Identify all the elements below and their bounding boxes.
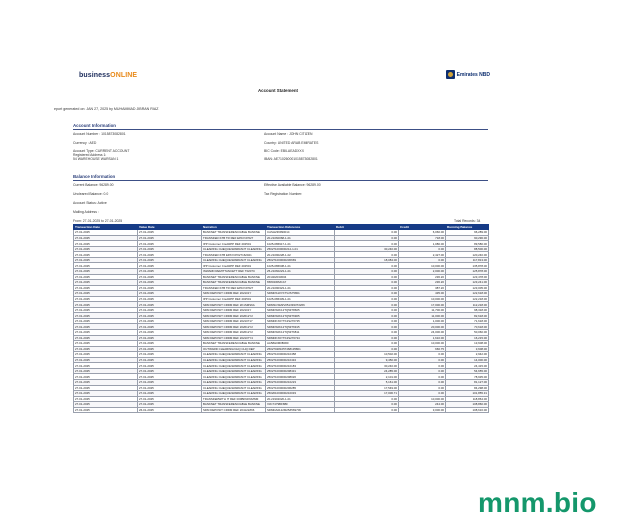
statement-period: From: 27-01-2025 to 27-01-2025 (73, 219, 123, 223)
cell-transaction-reference: 250271000000230669 (266, 257, 335, 263)
cell-transaction-reference: 1025-086638-1-01 (266, 263, 335, 269)
account-name: Account Name : JOHN CITIZEN (264, 132, 313, 136)
cell-credit: 20,000.00 (399, 324, 446, 330)
cell-value-date: 27-01-2025 (138, 274, 202, 280)
cell-narration: TRANSFER-STB TR REF EPAYCP027 (202, 235, 266, 241)
cell-debit: 0.00 (335, 330, 399, 336)
cell-debit: 0.00 (335, 263, 399, 269)
cell-transaction-reference: 25-21060223-1-01 (266, 269, 335, 275)
cell-debit: 30,240.00 (335, 363, 399, 369)
account-info-divider (73, 129, 488, 130)
cell-transaction-date: 27-01-2025 (74, 379, 138, 385)
cell-transaction-date: 27-01-2025 (74, 269, 138, 275)
cell-value-date: 27-01-2025 (138, 368, 202, 374)
cell-transaction-date: 27-01-2025 (74, 391, 138, 397)
cell-debit: 0.00 (335, 235, 399, 241)
cell-debit: 0.00 (335, 313, 399, 319)
cell-value-date: 27-01-2025 (138, 396, 202, 402)
cell-narration: BANKNET TRANSFERENCIABLE BANKNE (202, 341, 266, 347)
cell-transaction-date: 27-01-2025 (74, 296, 138, 302)
tax-registration: Tax Registration Number: (264, 192, 303, 196)
cell-running-balance: 108,860.00 (446, 402, 489, 408)
cell-transaction-reference: SDMDA0122M25Z569706 (266, 407, 335, 413)
cell-debit: 0.00 (335, 402, 399, 408)
cell-credit: 17,000.00 (399, 302, 446, 308)
cell-transaction-reference: 6584330MCA7 (266, 280, 335, 286)
account-status: Account Status: Active (73, 201, 107, 205)
cell-narration: CLEARING CHEQUE/WARRANT CLEARING (202, 363, 266, 369)
effective-balance: Effective Available Balance: 96289.00 (264, 183, 321, 187)
cell-transaction-date: 27-01-2025 (74, 396, 138, 402)
cell-credit: 1,610.00 (399, 335, 446, 341)
cell-value-date: 27-01-2025 (138, 263, 202, 269)
cell-transaction-reference: SDMDKX0YTK2S276725 (266, 318, 335, 324)
cell-credit: 236.20 (399, 274, 446, 280)
cell-value-date: 27-01-2025 (138, 241, 202, 247)
cell-credit: 718.00 (399, 235, 446, 241)
cell-transaction-reference: 250271000000208026 (266, 374, 335, 380)
cell-transaction-reference: X3C7479BF6BF (266, 402, 335, 408)
cell-credit: 11,700.00 (399, 307, 446, 313)
cell-credit: 10,000.00 (399, 341, 446, 347)
cell-value-date: 27-01-2025 (138, 402, 202, 408)
cell-debit: 30,240.00 (335, 246, 399, 252)
cell-value-date: 27-01-2025 (138, 285, 202, 291)
account-type: Account Type: CURRENT ACCOUNT (73, 149, 130, 153)
uncleared-balance: Uncleared Balance: 0.0 (73, 192, 109, 196)
cell-running-balance: 123,241.00 (446, 280, 489, 286)
cell-credit: 236.20 (399, 280, 446, 286)
cell-transaction-date: 27-01-2025 (74, 241, 138, 247)
cell-value-date: 27-01-2025 (138, 246, 202, 252)
cell-transaction-date: 27-01-2025 (74, 291, 138, 297)
cell-credit: 0.00 (399, 257, 446, 263)
cell-debit: 0.00 (335, 318, 399, 324)
cell-debit: 0.00 (335, 241, 399, 247)
cell-transaction-date: 27-01-2025 (74, 374, 138, 380)
cell-debit: 2,101.00 (335, 374, 399, 380)
cell-running-balance: 117,813.00 (446, 257, 489, 263)
cell-narration: BANKNET TRANSFERENCIABLE BANKNE (202, 274, 266, 280)
cell-narration: CLEARING CHEQUE/WARRANT CLEARING (202, 391, 266, 397)
cell-running-balance: 122,218.00 (446, 296, 489, 302)
country: Country: UNITED ARAB EMIRATES (264, 141, 319, 145)
brand-part1: business (79, 72, 111, 79)
cell-narration: TRANSFERWITH IT REF 000BKNKNMNM (202, 396, 266, 402)
cell-transaction-date: 27-01-2025 (74, 230, 138, 236)
cell-narration: BANKNET TRANSFERENCIABLE BANKNE (202, 280, 266, 286)
cell-running-balance: 101,855.31 (446, 391, 489, 397)
cell-debit: 24,285.00 (335, 368, 399, 374)
col-transaction-date: Transaction Date (74, 225, 138, 230)
cell-debit: 0.00 (335, 346, 399, 352)
statement-title: Account Statement (257, 88, 298, 93)
cell-narration: SDM DEPOSIT CRDM REF 202101Y (202, 307, 266, 313)
col-transaction-reference: Transaction Reference (266, 225, 335, 230)
cell-transaction-date: 27-01-2025 (74, 280, 138, 286)
cell-transaction-date: 27-01-2025 (74, 307, 138, 313)
cell-running-balance: 3,608.00 (446, 346, 489, 352)
cell-value-date: 27-01-2025 (138, 335, 202, 341)
cell-transaction-reference: SDMDS0K12TQ5Z76915 (266, 324, 335, 330)
cell-transaction-date: 27-01-2025 (74, 313, 138, 319)
balance-info-divider (73, 180, 488, 181)
cell-debit: 17,006.71 (335, 391, 399, 397)
cell-running-balance: 89,580.00 (446, 241, 489, 247)
cell-transaction-date: 27-01-2025 (74, 402, 138, 408)
cell-debit: 18,084.00 (335, 257, 399, 263)
cell-narration: BANKNET TRANSFERENCIABLE BANKNE (202, 230, 266, 236)
cell-transaction-reference: 250271000000212-1-01 (266, 246, 335, 252)
cell-narration: INWARD REMITTANCETT REF T0207C (202, 269, 266, 275)
cell-debit: 0.00 (335, 280, 399, 286)
balance-info-title: Balance Information (73, 174, 116, 179)
cell-value-date: 27-01-2025 (138, 230, 202, 236)
col-debit: Debit (335, 225, 399, 230)
cell-transaction-reference: 250201000000210033 (266, 391, 335, 397)
cell-debit: 0.00 (335, 274, 399, 280)
cell-value-date: 27-01-2025 (138, 269, 202, 275)
cell-credit: 6,060.00 (399, 230, 446, 236)
cell-debit: 0.00 (335, 285, 399, 291)
statement-document (54, 62, 490, 462)
cell-running-balance: 78,935.00 (446, 374, 489, 380)
cell-transaction-date: 27-01-2025 (74, 246, 138, 252)
cell-value-date: 27-01-2025 (138, 324, 202, 330)
cell-running-balance: 70,618.00 (446, 324, 489, 330)
cell-value-date: 27-01-2025 (138, 374, 202, 380)
cell-credit: 666.75 (399, 346, 446, 352)
cell-running-balance: 82,618.00 (446, 313, 489, 319)
col-value-date: Value Date (138, 225, 202, 230)
cell-value-date: 27-01-2025 (138, 379, 202, 385)
cell-value-date: 27-01-2025 (138, 352, 202, 358)
cell-transaction-reference: 20-21902020-1-01 (266, 396, 335, 402)
cell-value-date: 27-01-2025 (138, 330, 202, 336)
cell-credit: 0.00 (399, 374, 446, 380)
cell-running-balance: 81,127.00 (446, 379, 489, 385)
cell-running-balance: 120,240.00 (446, 252, 489, 258)
cell-debit: 5,161.00 (335, 379, 399, 385)
cell-credit: 1,080.00 (399, 241, 446, 247)
cell-transaction-date: 27-01-2025 (74, 368, 138, 374)
cell-credit: 0.00 (399, 368, 446, 374)
current-balance: Current Balance: 96289.00 (73, 183, 114, 187)
cell-value-date: 27-01-2025 (138, 318, 202, 324)
cell-running-balance: 125,878.00 (446, 269, 489, 275)
cell-transaction-date: 27-01-2025 (74, 352, 138, 358)
cell-transaction-date: 27-01-2025 (74, 263, 138, 269)
cell-transaction-date: 27-01-2025 (74, 235, 138, 241)
account-number: Account Number : 1015873082801 (73, 132, 126, 136)
cell-credit: 0.00 (399, 357, 446, 363)
cell-transaction-reference: 250271000000210434 (266, 357, 335, 363)
cell-running-balance: 108,616.00 (446, 407, 489, 413)
cell-transaction-reference: 201402033004 (266, 274, 335, 280)
cell-debit: 0.00 (335, 252, 399, 258)
cell-value-date: 27-01-2025 (138, 313, 202, 319)
cell-debit: 17,549.00 (335, 385, 399, 391)
cell-narration: BANKNET TRANSFERENCIABLE BANKNE (202, 402, 266, 408)
registered-address: 54 WAREHOUSE WARSAN 1 (73, 157, 119, 161)
col-running-balance: Running Balance (446, 225, 489, 230)
brand-part2: ONLINE (110, 72, 138, 79)
cell-value-date: 27-01-2025 (138, 291, 202, 297)
bank-logo-icon (446, 70, 455, 79)
cell-narration: TRANSFER-STB TR REF EPAYCP027 (202, 285, 266, 291)
cell-narration: OUTWARD CLEARING/CHQ CHQ DEP (202, 346, 266, 352)
registered-address-label: Registered Address 1: (73, 153, 107, 157)
cell-credit: 244.00 (399, 402, 446, 408)
cell-running-balance: 24,415.00 (446, 363, 489, 369)
cell-debit: 0.00 (335, 230, 399, 236)
cell-narration: SDM DEPOSIT CRDM REF 202612Y2 (202, 324, 266, 330)
cell-debit: 9,450.00 (335, 357, 399, 363)
cell-narration: SDM DEPOSIT CRDM REF 202612Y2 (202, 313, 266, 319)
cell-transaction-date: 27-01-2025 (74, 274, 138, 280)
cell-value-date: 27-01-2025 (138, 307, 202, 313)
cell-narration: SDM DEPOSIT CRDM REF 20210717 (202, 318, 266, 324)
cell-credit: 0.00 (399, 379, 446, 385)
cell-transaction-reference: SDMDS0K12TQ5Z78605 (266, 307, 335, 313)
cell-transaction-date: 27-01-2025 (74, 285, 138, 291)
cell-debit: 0.00 (335, 269, 399, 275)
cell-transaction-date: 27-01-2025 (74, 363, 138, 369)
cell-value-date: 27-01-2025 (138, 302, 202, 308)
cell-running-balance: 88,500.00 (446, 246, 489, 252)
cell-transaction-reference: 1025-086917-1-01 (266, 241, 335, 247)
cell-running-balance: 71,618.00 (446, 318, 489, 324)
cell-running-balance: 122,618.00 (446, 291, 489, 297)
cell-credit: 0.00 (399, 246, 446, 252)
cell-value-date: 27-01-2025 (138, 252, 202, 258)
report-generated-line: eport generated on: JAN 27, 2025 by MUHAMMAD JIBRAN RIAZ (54, 107, 159, 111)
cell-running-balance: 98,318.00 (446, 307, 489, 313)
cell-transaction-date: 27-01-2025 (74, 252, 138, 258)
cell-narration: SDM DEPOSIT CRDM REF 2K1SMS6A (202, 302, 266, 308)
cell-running-balance: 135,878.00 (446, 263, 489, 269)
cell-value-date: 27-01-2025 (138, 257, 202, 263)
cell-transaction-reference: SDMDS10YKTV2S75801 (266, 291, 335, 297)
cell-debit: 0.00 (335, 296, 399, 302)
cell-transaction-reference: 1025-086339-1-01 (266, 296, 335, 302)
cell-transaction-reference: SDMDKX0YTK2S276724 (266, 335, 335, 341)
cell-transaction-date: 27-01-2025 (74, 302, 138, 308)
cell-transaction-reference: CASH236990014 (266, 230, 335, 236)
cell-transaction-date: 27-01-2025 (74, 407, 138, 413)
iban: IBAN: AE710260001015873082801 (264, 157, 318, 161)
cell-value-date: 27-01-2025 (138, 280, 202, 286)
account-info-title: Account Information (73, 123, 116, 128)
cell-debit: 0.00 (335, 335, 399, 341)
cell-credit: 10,000.00 (399, 296, 446, 302)
cell-transaction-date: 27-01-2025 (74, 385, 138, 391)
bank-logo (446, 70, 490, 79)
cell-running-balance: 84,298.00 (446, 385, 489, 391)
cell-transaction-reference: 250271000000206285 (266, 385, 335, 391)
table-row (74, 407, 489, 413)
business-online-logo (79, 72, 137, 79)
cell-transaction-date: 27-01-2025 (74, 341, 138, 347)
cell-credit: 435.00 (399, 291, 446, 297)
cell-debit: 0.00 (335, 324, 399, 330)
cell-credit: 3,000.00 (399, 407, 446, 413)
cell-narration: CLEARING CHEQUE/WARRANT CLEARING (202, 385, 266, 391)
cell-narration: CLEARING CHEQUE/WARRANT CLEARING (202, 257, 266, 263)
cell-running-balance: 118,864.00 (446, 396, 489, 402)
cell-debit: 0.00 (335, 307, 399, 313)
cell-transaction-date: 27-01-2025 (74, 324, 138, 330)
cell-narration: SDM DEPOSIT CRDM REF 204122Z66 (202, 407, 266, 413)
cell-transaction-reference: AA58H0M0B060 (266, 341, 335, 347)
cell-narration: IPP Customer CreditIPP REF 202501 (202, 241, 266, 247)
currency: Currency : AED (73, 141, 97, 145)
cell-debit: 0.00 (335, 302, 399, 308)
cell-value-date: 26-01-2025 (138, 407, 202, 413)
cell-credit: 2,427.00 (399, 252, 446, 258)
cell-debit: 10,502.00 (335, 352, 399, 358)
cell-transaction-reference: SDMDS0K12TQ5Z76811 (266, 330, 335, 336)
cell-running-balance: 2,942.00 (446, 352, 489, 358)
transactions-table (73, 224, 489, 413)
cell-transaction-reference: 20-21090323-1-01 (266, 285, 335, 291)
cell-running-balance: 16,215.00 (446, 335, 489, 341)
cell-narration: CLEARING CHEQUE/WARRANT CLEARING (202, 352, 266, 358)
cell-debit: 0.00 (335, 341, 399, 347)
cell-transaction-reference: 250271000000208431 (266, 368, 335, 374)
bic-code: BIC Code: EBILAEADXXX (264, 149, 304, 153)
cell-credit: 1,000.00 (399, 318, 446, 324)
cell-running-balance: 123,478.00 (446, 274, 489, 280)
cell-transaction-reference: 20-21060068-1-01 (266, 235, 335, 241)
cell-running-balance: 13,608.00 (446, 341, 489, 347)
cell-narration: CLEARING CHEQUE/WARRANT CLEARING (202, 246, 266, 252)
cell-credit: 0.00 (399, 352, 446, 358)
cell-running-balance: 14,000.00 (446, 357, 489, 363)
mailing-address: Mailing Address : (73, 210, 99, 214)
cell-running-balance: 123,005.00 (446, 285, 489, 291)
cell-narration: TRANSFER-STB EPAYCP027162021 (202, 252, 266, 258)
cell-narration: IPP Customer CreditIPP REF 202501 (202, 296, 266, 302)
cell-running-balance: 50,060.00 (446, 330, 489, 336)
cell-narration: CLEARING CHEQUE/WARRANT CLEARING (202, 357, 266, 363)
cell-debit: 0.00 (335, 407, 399, 413)
cell-transaction-reference: 250271000000210458 (266, 352, 335, 358)
cell-transaction-date: 27-01-2025 (74, 335, 138, 341)
cell-value-date: 27-01-2025 (138, 296, 202, 302)
bank-name: Emirates NBD (456, 71, 490, 78)
cell-credit: 10,000.00 (399, 263, 446, 269)
cell-transaction-reference: 250271000000210183 (266, 363, 335, 369)
cell-transaction-date: 27-01-2025 (74, 318, 138, 324)
col-narration: Narration (202, 225, 266, 230)
cell-debit: 0.00 (335, 291, 399, 297)
cell-transaction-date: 27-01-2025 (74, 346, 138, 352)
cell-credit: 0.00 (399, 363, 446, 369)
site-watermark: mnm.bio (478, 487, 597, 518)
cell-running-balance: 112,218.00 (446, 302, 489, 308)
cell-value-date: 27-01-2025 (138, 363, 202, 369)
cell-transaction-date: 27-01-2025 (74, 330, 138, 336)
cell-running-balance: 96,289.00 (446, 230, 489, 236)
cell-value-date: 27-01-2025 (138, 385, 202, 391)
cell-credit: 387.20 (399, 285, 446, 291)
cell-transaction-date: 27-01-2025 (74, 257, 138, 263)
cell-transaction-reference: 250271000000210223 (266, 379, 335, 385)
cell-credit: 10,000.00 (399, 396, 446, 402)
cell-running-balance: 54,655.00 (446, 368, 489, 374)
cell-value-date: 27-01-2025 (138, 235, 202, 241)
cell-transaction-reference: SDMDS0K12TQ5Z76905 (266, 313, 335, 319)
cell-transaction-reference: 20-21090228-1-02 (266, 252, 335, 258)
cell-narration: CLEARING CHEQUE/WARRANT CLEARING (202, 368, 266, 374)
cell-credit: 11,000.00 (399, 313, 446, 319)
cell-running-balance: 90,296.00 (446, 235, 489, 241)
cell-narration: SDM DEPOSIT CRDM REF 202612Y2 (202, 330, 266, 336)
cell-credit: 0.00 (399, 385, 446, 391)
cell-transaction-reference: SDMSCSM2V0513933T2266 (266, 302, 335, 308)
cell-value-date: 27-01-2025 (138, 357, 202, 363)
col-credit: Credit (399, 225, 446, 230)
cell-narration: CLEARING CHEQUE/WARRANT CLEARING (202, 379, 266, 385)
cell-credit: 2,000.00 (399, 269, 446, 275)
cell-narration: IPP Customer CreditIPP REF 202501 (202, 263, 266, 269)
cell-narration: SDM DEPOSIT CRDM REF 202101Y (202, 291, 266, 297)
total-records: Total Records: 34 (454, 219, 481, 223)
cell-credit: 0.00 (399, 391, 446, 397)
cell-narration: CLEARING CHEQUE/WARRANT CLEARING (202, 374, 266, 380)
cell-value-date: 27-01-2025 (138, 341, 202, 347)
cell-transaction-date: 27-01-2025 (74, 357, 138, 363)
cell-transaction-reference: 250270281057468135801 (266, 346, 335, 352)
cell-narration: SDM DEPOSIT CRDM REF 202107Y4 (202, 335, 266, 341)
cell-debit: 0.00 (335, 396, 399, 402)
cell-value-date: 27-01-2025 (138, 346, 202, 352)
cell-credit: 24,000.00 (399, 330, 446, 336)
cell-value-date: 27-01-2025 (138, 391, 202, 397)
